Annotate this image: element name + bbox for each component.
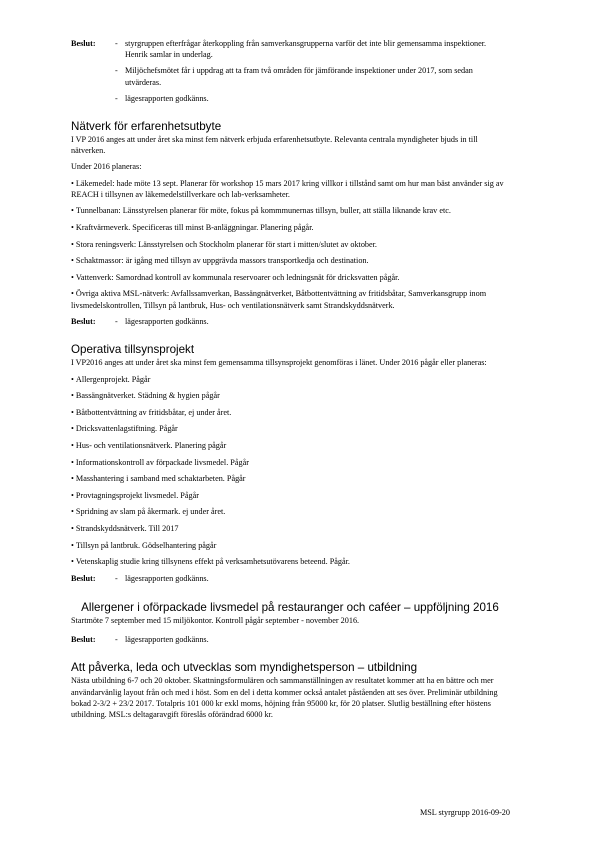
decision-text: lägesrapporten godkänns. <box>125 573 209 583</box>
decision-label: Beslut: <box>71 39 96 48</box>
list-item: • Vattenverk: Samordnad kontroll av kommunala reservoarer och ledningsnät för dricksvatten pågår. <box>71 272 509 283</box>
dash: - <box>115 93 118 103</box>
decision-item <box>115 573 509 584</box>
section-heading-projects: Operativa tillsynsprojekt <box>71 343 195 357</box>
list-item: • Dricksvattenlagstiftning. Pågår <box>71 423 509 434</box>
list-item: • Provtagningsprojekt livsmedel. Pågår <box>71 490 509 501</box>
dash: - <box>115 573 118 583</box>
decision-text: lägesrapporten godkänns. <box>125 317 209 327</box>
decision-item <box>115 634 509 645</box>
decision-list <box>115 573 509 589</box>
list-item: • Kraftvärmeverk. Specificeras till minst B-anläggningar. Planering pågår. <box>71 222 509 233</box>
list-item: • Strandskyddsnätverk. Till 2017 <box>71 523 509 534</box>
list-item: • Informationskontroll av förpackade livsmedel. Pågår <box>71 457 509 468</box>
section-body: Nästa utbildning 6-7 och 20 oktober. Skattningsformulären och sammanställningen av resultatet kommer att ha en bättre och mer användarvänlig layout från och med i höst. Som en del i detta kommer också antalet påståenden att ses över. Preliminär utbildning bokad 2-3/2 + 23/2 2017. Totalpris 101 000 kr exkl moms, höjning från 95000 kr, för 20 platser. Slutlig beställning efter höstens utbildning. MSL:s deltagaravgift föreslås oförändrad 6000 kr. <box>71 676 498 719</box>
list-item: • Övriga aktiva MSL-nätverk: Avfallssamverkan, Bassängnätverket, Båtbottentvättning av fritidsbåtar, Samverkansgrupp inom livsmedelskontrollen, Tillsyn på lantbruk, Hus- och ventilationsnätverk samt Strandskyddsnätverk. <box>71 288 509 310</box>
section-intro: I VP2016 anges att under året ska minst fem gemensamma tillsynsprojekt genomföras i länet. Under 2016 pågår eller planeras: <box>71 358 487 368</box>
list-item: • Vetenskaplig studie kring tillsynens effekt på verksamhetsutövarens beteend. Pågår. <box>71 556 509 567</box>
section-heading-training: Att påverka, leda och utvecklas som myndighetsperson – utbildning <box>71 661 418 675</box>
list-item: • Stora reningsverk: Länsstyrelsen och Stockholm planerar för start i mitten/slutet av oktober. <box>71 239 509 250</box>
list-item: • Masshantering i samband med schaktarbeten. Pågår <box>71 473 509 484</box>
list-item: • Schaktmassor: är igång med tillsyn av uppgrävda massors transportkedja och destination. <box>71 255 509 266</box>
dash: - <box>115 635 118 645</box>
list-item: • Hus- och ventilationsnätverk. Planering pågår <box>71 440 509 451</box>
page-footer: MSL styrgrupp 2016-09-20 <box>419 808 510 817</box>
section-intro: Startmöte 7 september med 15 miljökontor. Kontroll pågår september - november 2016. <box>71 615 360 625</box>
list-item: • Tunnelbanan: Länsstyrelsen planerar för möte, fokus på kommmunernas tillsyn, buller, att ställa liknande krav etc. <box>71 205 509 216</box>
decision-text: lägesrapporten godkänns. <box>125 635 209 645</box>
section-intro: I VP 2016 anges att under året ska minst fem nätverk erbjuda erfarenhetsutbyte. Relevanta centrala myndigheter bjuds in till nätverken. <box>71 135 478 156</box>
document-page <box>71 38 509 725</box>
decision-item <box>115 38 509 60</box>
decision-block-top <box>71 38 509 109</box>
list-item: • Bassängnätverket. Städning & hygien pågår <box>71 390 509 401</box>
dash: - <box>115 317 118 327</box>
list-item: • Tillsyn på lantbruk. Gödselhantering pågår <box>71 540 509 551</box>
decision-label: Beslut: <box>71 573 96 583</box>
decision-label: Beslut: <box>71 317 96 327</box>
decision-block <box>71 573 509 589</box>
decision-list <box>115 316 509 332</box>
decision-item <box>115 65 509 87</box>
decision-item <box>115 316 509 327</box>
section-subheading: Under 2016 planeras: <box>71 162 142 172</box>
decision-label: Beslut: <box>71 635 96 645</box>
decision-block <box>71 634 509 650</box>
dash: - <box>115 39 118 48</box>
dash: - <box>115 66 118 76</box>
section-heading-allergens: Allergener i oförpackade livsmedel på restauranger och caféer – uppföljning 2016 <box>81 600 499 614</box>
list-item: • Båtbottentvättning av fritidsbåtar, ej under året. <box>71 407 509 418</box>
decision-text: lägesrapporten godkänns. <box>125 93 209 103</box>
decision-text: styrgruppen efterfrågar återkoppling från samverkansgrupperna varför det inte blir gemensamma inspektioner. Henrik samlar in underlag. <box>125 39 487 60</box>
decision-item <box>115 93 509 104</box>
list-item: • Läkemedel: hade möte 13 sept. Planerar för workshop 15 mars 2017 kring villkor i tillstånd samt om hur man bäst använder sig av REACH i tillsynen av läkemedelstillverkare och lab-verksamheter. <box>71 178 509 200</box>
list-item: • Allergenprojekt. Pågår <box>71 374 509 385</box>
decision-list <box>115 634 509 650</box>
decision-text: Miljöchefsmötet får i uppdrag att ta fram två områden för jämförande inspektioner under 2017, som sedan utvärderas. <box>125 66 473 87</box>
decision-list <box>115 38 509 109</box>
section-heading-network: Nätverk för erfarenhetsutbyte <box>71 120 222 134</box>
list-item: • Spridning av slam på åkermark. ej under året. <box>71 506 509 517</box>
decision-block <box>71 316 509 332</box>
